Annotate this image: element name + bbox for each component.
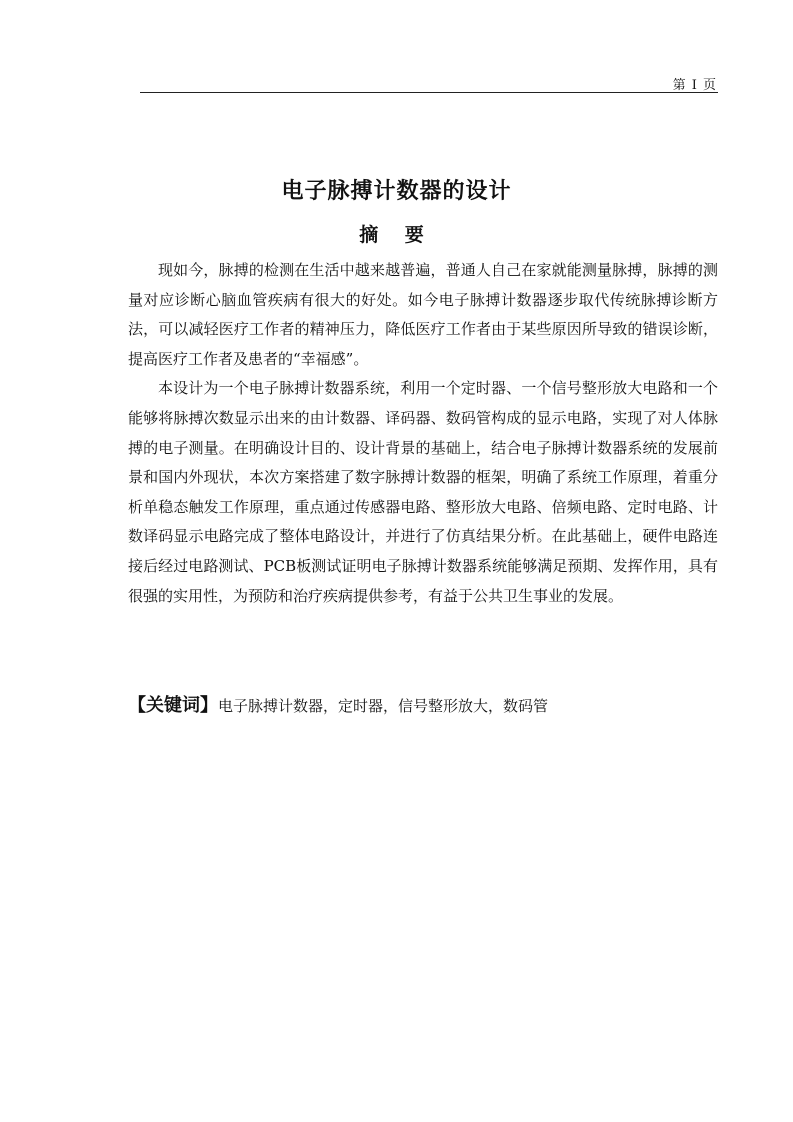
keywords-line: [128, 692, 718, 720]
header-divider: [140, 92, 718, 93]
abstract-paragraph: 现如今，脉搏的检测在生活中越来越普遍，普通人自己在家就能测量脉搏，脉搏的测量对应诊断心脑血管疾病有很大的好处。如今电子脉搏计数器逐步取代传统脉搏诊断方法，可以减轻医疗工作者的精神压力，降低医疗工作者由于某些原因所导致的错误诊断，提高医疗工作者及患者的“幸福感”。: [128, 261, 718, 368]
keywords-text: 电子脉搏计数器，定时器，信号整形放大，数码管: [218, 697, 549, 715]
document-title: 电子脉搏计数器的设计: [281, 179, 512, 204]
abstract-heading: 摘 要: [359, 224, 434, 246]
abstract-paragraph: 本设计为一个电子脉搏计数器系统，利用一个定时器、一个信号整形放大电路和一个能够将脉搏次数显示出来的由计数器、译码器、数码管构成的显示电路，实现了对人体脉搏的电子测量。在明确设计目的、设计背景的基础上，结合电子脉搏计数器系统的发展前景和国内外现状，本次方案搭建了数字脉搏计数器的框架，明确了系统工作原理，着重分析单稳态触发工作原理，重点通过传感器电路、整形放大电路、倍频电路、定时电路、计数译码显示电路完成了整体电路设计，并进行了仿真结果分析。在此基础上，硬件电路连接后经过电路测试、PCB板测试证明电子脉搏计数器系统能够满足预期、发挥作用，具有很强的实用性，为预防和治疗疾病提供参考，有益于公共卫生事业的发展。: [128, 379, 718, 605]
page-number-header: 第 I 页: [672, 78, 717, 93]
keywords-label: 【关键词】: [128, 695, 218, 716]
abstract-body: [128, 256, 718, 611]
